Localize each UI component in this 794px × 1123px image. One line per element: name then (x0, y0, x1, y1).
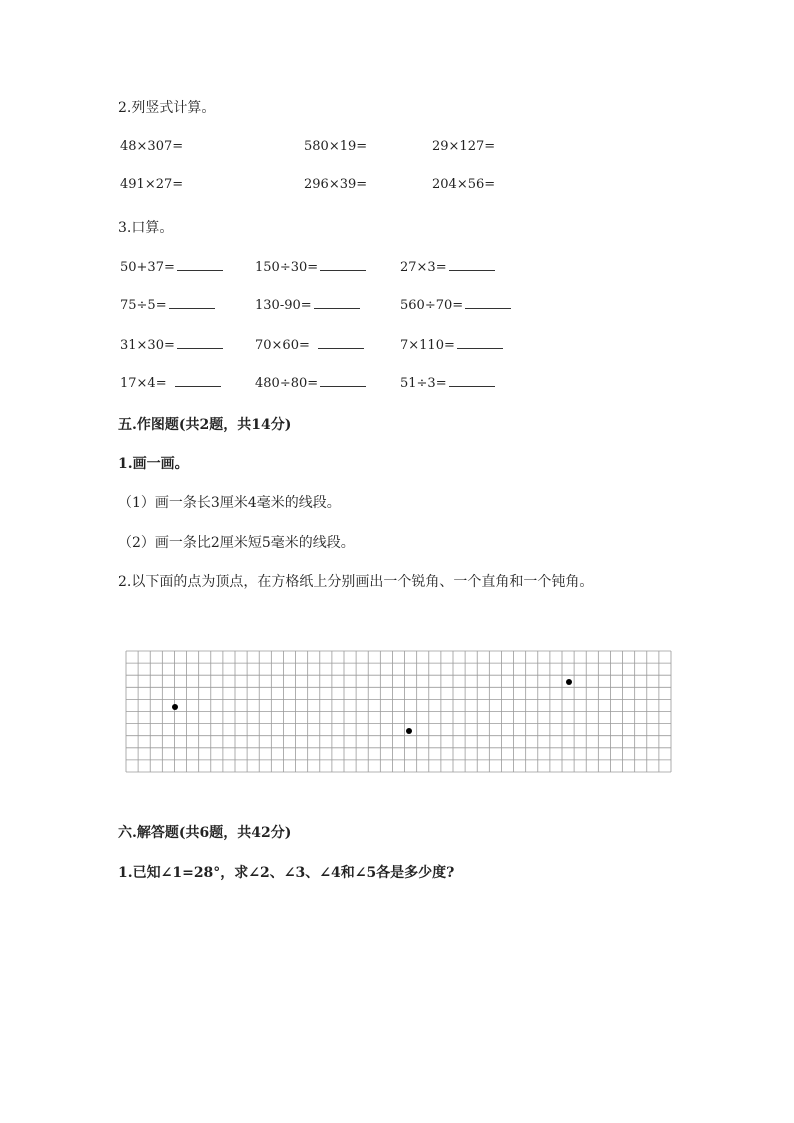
vertex-point[interactable] (406, 728, 412, 734)
oral-item (120, 336, 223, 353)
oral-expr: 51÷3= (400, 376, 447, 391)
calc-item: 29×127= (432, 139, 496, 154)
calc-item: 204×56= (432, 177, 496, 192)
oral-item (120, 374, 221, 391)
oral-expr: 50+37= (120, 260, 175, 275)
oral-item (400, 258, 495, 275)
oral-item (120, 296, 215, 313)
answer-blank[interactable] (320, 374, 366, 387)
calc-item: 296×39= (304, 177, 368, 192)
s5-q1-title: 1.画一画。 (118, 456, 189, 472)
oral-item (255, 258, 366, 275)
vertex-point[interactable] (566, 679, 572, 685)
oral-expr: 27×3= (400, 260, 447, 275)
section6-title: 六.解答题(共6题，共42分) (118, 825, 292, 841)
oral-item (400, 296, 511, 313)
answer-blank[interactable] (177, 336, 223, 349)
oral-item (400, 374, 495, 391)
answer-blank[interactable] (177, 258, 223, 271)
oral-expr: 17×4= (120, 376, 167, 391)
oral-expr: 130-90= (255, 298, 312, 313)
oral-expr: 75÷5= (120, 298, 167, 313)
s5-q1-sub1: （1）画一条长3厘米4毫米的线段。 (118, 495, 341, 511)
calc-item: 48×307= (120, 139, 184, 154)
s6-q1-title: 1.已知∠1=28°，求∠2、∠3、∠4和∠5各是多少度? (118, 865, 455, 881)
calc-item: 491×27= (120, 177, 184, 192)
oral-expr: 31×30= (120, 338, 175, 353)
answer-blank[interactable] (449, 374, 495, 387)
oral-item (255, 336, 364, 353)
answer-blank[interactable] (320, 258, 366, 271)
oral-item (120, 258, 223, 275)
answer-blank[interactable] (449, 258, 495, 271)
answer-blank[interactable] (465, 296, 511, 309)
grid-svg[interactable] (122, 647, 675, 777)
answer-blank[interactable] (457, 336, 503, 349)
oral-item (400, 336, 503, 353)
s5-q2-title: 2.以下面的点为顶点，在方格纸上分别画出一个锐角、一个直角和一个钝角。 (118, 574, 594, 590)
section5-title: 五.作图题(共2题，共14分) (118, 417, 292, 433)
s5-q1-sub2: （2）画一条比2厘米短5毫米的线段。 (118, 535, 355, 551)
q2-title: 2.列竖式计算。 (118, 100, 216, 116)
calc-item: 580×19= (304, 139, 368, 154)
oral-expr: 7×110= (400, 338, 455, 353)
answer-blank[interactable] (314, 296, 360, 309)
oral-item (255, 296, 360, 313)
grid-paper[interactable] (122, 647, 675, 777)
oral-expr: 480÷80= (255, 376, 319, 391)
oral-expr: 560÷70= (400, 298, 464, 313)
answer-blank[interactable] (318, 336, 364, 349)
q3-title: 3.口算。 (118, 220, 174, 236)
vertex-point[interactable] (172, 704, 178, 710)
oral-item (255, 374, 366, 391)
oral-expr: 150÷30= (255, 260, 319, 275)
oral-expr: 70×60= (255, 338, 310, 353)
answer-blank[interactable] (175, 374, 221, 387)
answer-blank[interactable] (169, 296, 215, 309)
